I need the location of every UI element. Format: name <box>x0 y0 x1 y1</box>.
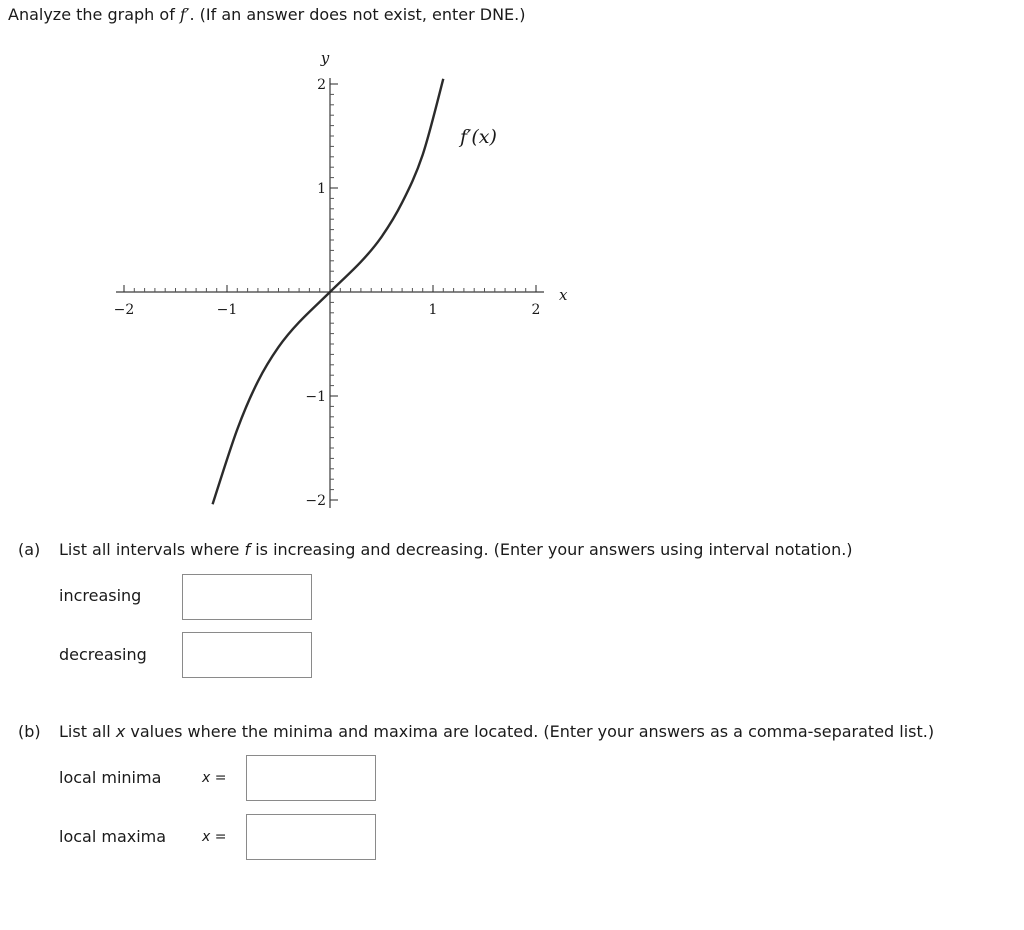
maxima-eq-sign: = <box>210 829 227 845</box>
decreasing-input[interactable] <box>182 632 312 678</box>
local-maxima-label: local maxima <box>59 827 167 846</box>
part-a-instructions <box>18 540 853 559</box>
part-b-text: List all <box>59 722 116 741</box>
local-maxima-input[interactable] <box>246 814 376 860</box>
prompt-text: Analyze the graph of <box>8 5 180 24</box>
question-prompt <box>8 5 525 24</box>
x-tick-label: 1 <box>428 302 438 318</box>
y-tick-label: 1 <box>317 181 326 197</box>
part-b-variable: x <box>115 722 126 741</box>
x-tick-label: 2 <box>531 302 541 318</box>
decreasing-label: decreasing <box>59 645 147 664</box>
y-tick-label: 2 <box>317 77 326 93</box>
minima-x-equals <box>202 770 226 786</box>
part-b-instructions <box>18 722 934 741</box>
y-tick-label: −2 <box>305 493 326 509</box>
part-a-text-end: is increasing and decreasing. (Enter your answers using interval notation.) <box>250 540 853 559</box>
part-a-text: List all intervals where <box>59 540 245 559</box>
part-b-text-end: values where the minima and maxima are located. (Enter your answers as a comma-separated list.) <box>125 722 935 741</box>
x-axis-label: x <box>559 286 568 304</box>
increasing-label: increasing <box>59 586 142 605</box>
minima-eq-sign: = <box>210 770 227 786</box>
prompt-function: f′ <box>179 5 190 24</box>
part-b-tag: (b) <box>18 722 41 741</box>
part-a-function: f <box>244 540 251 559</box>
minima-x-var: x <box>202 770 211 786</box>
y-axis-label: y <box>320 49 330 67</box>
y-tick-label: −1 <box>305 389 326 405</box>
local-minima-input[interactable] <box>246 755 376 801</box>
increasing-input[interactable] <box>182 574 312 620</box>
derivative-graph <box>100 40 580 515</box>
curve-label: f′(x) <box>460 126 497 148</box>
local-minima-label: local minima <box>59 768 162 787</box>
maxima-x-equals <box>202 829 226 845</box>
x-tick-label: −2 <box>113 302 135 318</box>
x-tick-label: −1 <box>216 302 238 318</box>
prompt-text-end: . (If an answer does not exist, enter DNE.) <box>189 5 526 24</box>
part-a-tag: (a) <box>18 540 41 559</box>
maxima-x-var: x <box>202 829 211 845</box>
